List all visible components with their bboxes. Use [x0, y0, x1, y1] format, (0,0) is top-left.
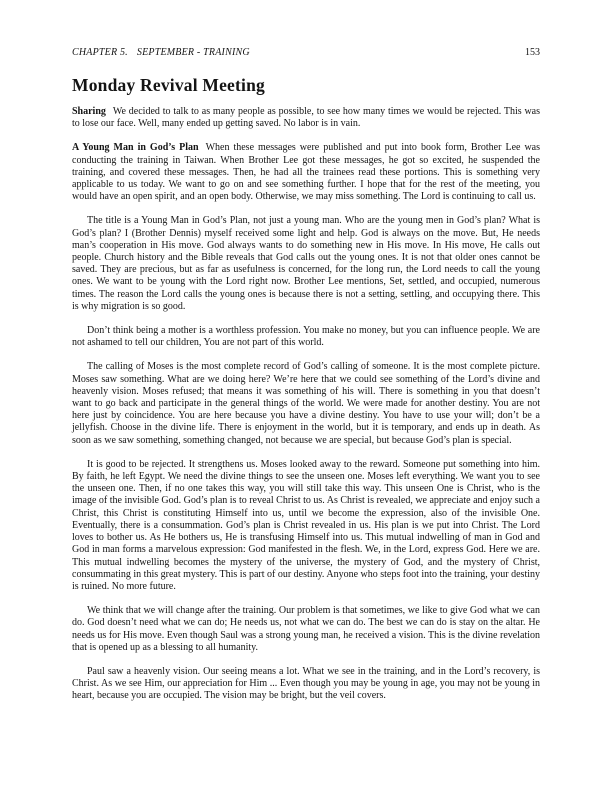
paragraph-text: Paul saw a heavenly vision. Our seeing means a lot. What we see in the training, and in the Lord’s recovery, is Christ. As we see Him, our appreciation for Him ... Even though you may be young in age, you may not be young in heart, because you are occupied. The vision may be bright, but the veil covers. [72, 665, 540, 702]
paragraph-text: The title is a Young Man in God’s Plan, not just a young man. Who are the young men in God’s plan? What is God’s plan? I (Brother Dennis) myself received some light and help. God is always on the move. But, He needs man’s cooperation in His move. God always wants to do something new in His move. In His move, He calls out people. Church history and the Bible reveals that God calls out the young ones. It is not that older ones cannot be saved. They are precious, but as far as usefulness is concerned, for the long run, the Lord needs to call the young ones. We want to be young with the Lord right now. Brother Lee mentions, Set, settled, and occupied, numerous times. The reason the Lord calls the young ones is because there is not a setting, settling, and occupying there. This is why migration is so good. [72, 215, 540, 312]
paragraph [72, 666, 540, 703]
running-header [72, 47, 540, 59]
paragraph [72, 106, 540, 130]
paragraph-text: Don’t think being a mother is a worthless profession. You make no money, but you can influence people. We are not ashamed to tell our children, You are not part of this world. [72, 325, 540, 349]
chapter-number-label: CHAPTER 5. [72, 47, 128, 58]
page-number: 153 [525, 47, 540, 58]
paragraph [72, 361, 540, 446]
paragraph [72, 215, 540, 313]
paragraph-heading: A Young Man in God’s Plan [72, 142, 199, 154]
paragraph [72, 325, 540, 349]
paragraph [72, 605, 540, 654]
paragraph [72, 142, 540, 203]
running-header-chapter [72, 47, 250, 59]
paragraph-text: The calling of Moses is the most complete record of God’s calling of someone. It is the most complete picture. Moses saw something. What are we doing here? We’re here that we could see something of the Lord’s divine and heavenly vision. Moses refused; that means it was something of his will. There is something in you that doesn’t want to go back and participate in the general things of the world. We were made for another destiny. You are not here just by coincidence. You are here because you have a divine destiny. You have to use your will; don’t be a jellyfish. Choose in the divine life. There is enjoyment in the world, but it is temporary, and ends up in death. As soon as we saw something, something changed, not because we are special, but because God’s plan is special. [72, 361, 540, 446]
paragraph-text: We think that we will change after the training. Our problem is that sometimes, we like to give God what we can do. God doesn’t need what we can do; He needs us, not what we can do. The best we can do is stay on the altar. He needs us for His move. Even though Saul was a strong young man, he received a vision. This is the divine revelation that is opened up as a blessing to all humanity. [72, 605, 540, 653]
paragraph-text: We decided to talk to as many people as possible, to see how many times we would be rejected. This was to lose our face. Well, many ended up getting saved. No labor is in vain. [72, 106, 540, 130]
page-title: Monday Revival Meeting [72, 75, 265, 95]
page-content [72, 47, 540, 715]
paragraph-text: When these messages were published and put into book form, Brother Lee was conducting the training in Taiwan. When Brother Lee got these messages, he got so excited, he suspended the training, and covered these messages. Then, he had all the trainees read these portions. This is something very applicable to us today. We want to go on and see something further. I hope that for the rest of the meeting, you would have an open spirit, and an open body. Otherwise, we may miss something. The Lord is continuing to call us. [72, 142, 541, 203]
chapter-title-label: SEPTEMBER - TRAINING [136, 47, 250, 58]
paragraph [72, 459, 540, 593]
paragraph-heading: Sharing [72, 106, 106, 117]
paragraph-text: It is good to be rejected. It strengthens us. Moses looked away to the reward. Someone put something into him. By faith, he left Egypt. We need the divine things to see the unseen one. Moses left everything. We want you to see the unseen one. Then, if no one takes this way, you will still take this way. This unseen One is Christ, who is the image of the invisible God. God’s plan is to reveal Christ to us. As Christ is revealed, we appreciate and enjoy such a Christ, this Christ is constituting Himself into us, until we become the expression, also of the invisible One. Eventually, there is a consummation. God’s plan is Christ revealed in us. His plan is we put into Christ. The Lord loves to bother us. As He bothers us, He is transfusing Himself into us. This mutual indwelling of man in God and God in man forms a marvelous expression: God manifested in the flesh. We, in the Lord, express God. Here we are. This mutual indwelling becomes the mystery of the universe, the mystery of God, and the mystery of Christ, consummating in this great mystery. This is part of our destiny. Anyone who steps foot into the training, your destiny is ruined. No more future. [72, 458, 540, 592]
